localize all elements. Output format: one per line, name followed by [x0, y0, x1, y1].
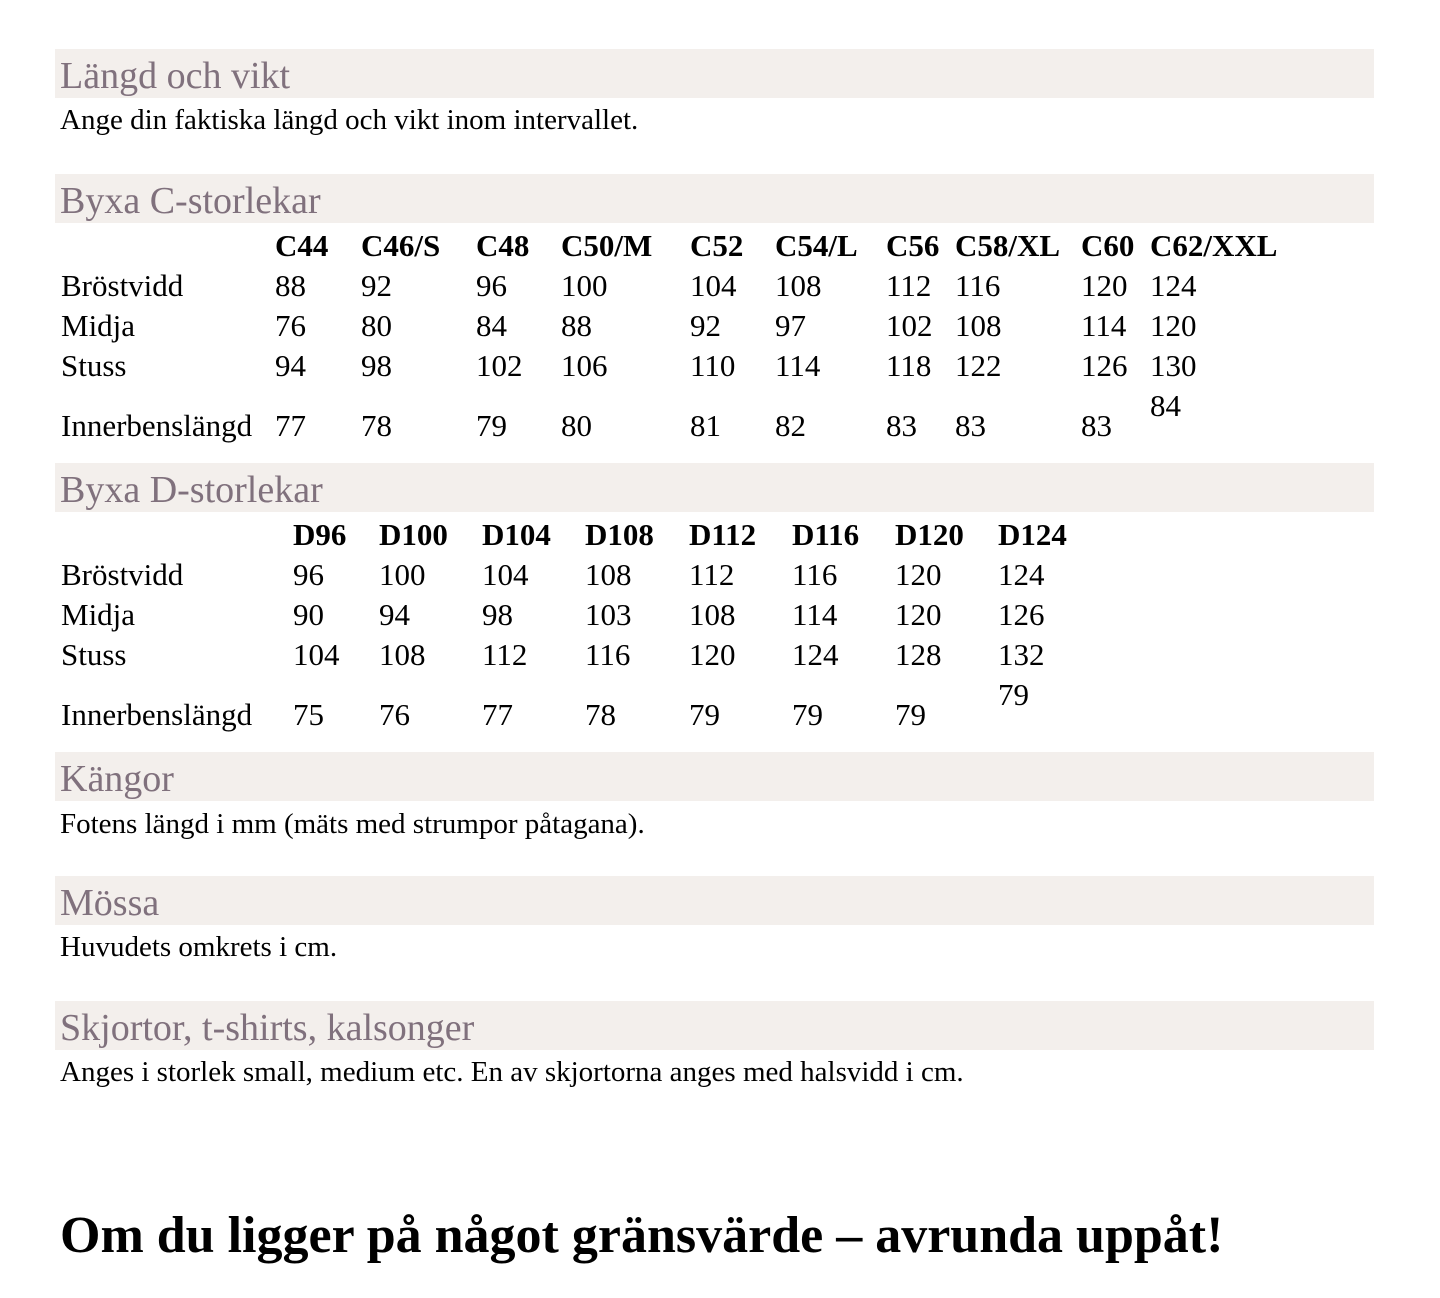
- size-header: D124: [998, 517, 1067, 552]
- table-cell: 79: [998, 677, 1029, 712]
- size-header: C58/XL: [955, 228, 1061, 263]
- table-cell: 108: [689, 597, 736, 632]
- table-cell: 106: [561, 348, 608, 383]
- size-header: D104: [482, 517, 551, 552]
- table-cell: 98: [361, 348, 392, 383]
- size-header: D96: [293, 517, 347, 552]
- table-cell: 120: [689, 637, 736, 672]
- table-cell: 104: [293, 637, 340, 672]
- size-header: C52: [690, 228, 744, 263]
- table-cell: 116: [585, 637, 631, 672]
- table-cell: 124: [792, 637, 839, 672]
- table-cell: 114: [775, 348, 821, 383]
- table-cell: 94: [275, 348, 306, 383]
- size-header: C56: [886, 228, 940, 263]
- section-text-length-weight: Ange din faktiska längd och vikt inom intervallet.: [60, 104, 639, 136]
- row-label: Midja: [61, 597, 136, 632]
- table-cell: 120: [1150, 308, 1197, 343]
- size-header: C60: [1081, 228, 1135, 263]
- table-cell: 79: [476, 408, 507, 443]
- size-header: C54/L: [775, 228, 858, 263]
- table-cell: 126: [998, 597, 1045, 632]
- table-cell: 126: [1081, 348, 1128, 383]
- table-cell: 96: [476, 268, 507, 303]
- table-cell: 80: [361, 308, 392, 343]
- table-cell: 96: [293, 557, 324, 592]
- size-header: D112: [689, 517, 757, 552]
- table-cell: 108: [955, 308, 1002, 343]
- table-cell: 76: [379, 697, 410, 732]
- size-header: D116: [792, 517, 860, 552]
- table-cell: 104: [690, 268, 737, 303]
- table-cell: 108: [775, 268, 822, 303]
- size-header: C46/S: [361, 228, 441, 263]
- table-cell: 98: [482, 597, 513, 632]
- table-cell: 79: [792, 697, 823, 732]
- table-cell: 116: [955, 268, 1001, 303]
- table-cell: 79: [689, 697, 720, 732]
- table-cell: 94: [379, 597, 410, 632]
- size-header: C62/XXL: [1150, 228, 1278, 263]
- section-header-band: [55, 752, 1374, 801]
- table-cell: 112: [689, 557, 735, 592]
- table-cell: 100: [379, 557, 426, 592]
- table-cell: 108: [585, 557, 632, 592]
- table-cell: 76: [275, 308, 306, 343]
- table-cell: 120: [895, 557, 942, 592]
- section-title-length-weight: Längd och vikt: [60, 55, 291, 97]
- table-cell: 118: [886, 348, 932, 383]
- size-header: C44: [275, 228, 329, 263]
- table-cell: 132: [998, 637, 1045, 672]
- table-cell: 80: [561, 408, 592, 443]
- table-cell: 100: [561, 268, 608, 303]
- section-title-boots: Kängor: [60, 758, 174, 800]
- size-header: D120: [895, 517, 964, 552]
- table-cell: 92: [690, 308, 721, 343]
- table-cell: 82: [775, 408, 806, 443]
- table-cell: 114: [792, 597, 838, 632]
- table-cell: 97: [775, 308, 806, 343]
- table-cell: 103: [585, 597, 632, 632]
- table-cell: 75: [293, 697, 324, 732]
- table-cell: 122: [955, 348, 1002, 383]
- section-title-shirts: Skjortor, t-shirts, kalsonger: [60, 1007, 475, 1049]
- size-header: C48: [476, 228, 530, 263]
- table-cell: 78: [585, 697, 616, 732]
- table-cell: 78: [361, 408, 392, 443]
- row-label: Stuss: [61, 348, 127, 383]
- size-header: D100: [379, 517, 448, 552]
- rounding-note: Om du ligger på något gränsvärde – avrunda uppåt!: [60, 1207, 1224, 1264]
- section-text-shirts: Anges i storlek small, medium etc. En av skjortorna anges med halsvidd i cm.: [60, 1056, 964, 1088]
- table-cell: 77: [482, 697, 513, 732]
- row-label: Bröstvidd: [61, 268, 184, 303]
- section-title-hat: Mössa: [60, 882, 160, 924]
- table-cell: 102: [476, 348, 523, 383]
- table-cell: 84: [476, 308, 507, 343]
- table-cell: 120: [895, 597, 942, 632]
- table-cell: 79: [895, 697, 926, 732]
- table-cell: 88: [275, 268, 306, 303]
- table-cell: 81: [690, 408, 721, 443]
- table-cell: 84: [1150, 388, 1181, 423]
- section-title-pants-c: Byxa C-storlekar: [60, 180, 321, 222]
- table-cell: 83: [1081, 408, 1112, 443]
- table-cell: 77: [275, 408, 306, 443]
- table-cell: 112: [482, 637, 528, 672]
- section-text-boots: Fotens längd i mm (mäts med strumpor påtagana).: [60, 808, 645, 840]
- row-label: Innerbenslängd: [61, 697, 253, 732]
- row-label: Stuss: [61, 637, 127, 672]
- table-cell: 128: [895, 637, 942, 672]
- table-cell: 124: [1150, 268, 1197, 303]
- table-cell: 130: [1150, 348, 1197, 383]
- section-title-pants-d: Byxa D-storlekar: [60, 469, 323, 511]
- section-header-band: [55, 876, 1374, 925]
- table-cell: 116: [792, 557, 838, 592]
- table-cell: 108: [379, 637, 426, 672]
- table-cell: 120: [1081, 268, 1128, 303]
- row-label: Innerbenslängd: [61, 408, 253, 443]
- table-cell: 92: [361, 268, 392, 303]
- table-cell: 88: [561, 308, 592, 343]
- table-cell: 90: [293, 597, 324, 632]
- table-cell: 124: [998, 557, 1045, 592]
- row-label: Midja: [61, 308, 136, 343]
- table-cell: 104: [482, 557, 529, 592]
- section-text-hat: Huvudets omkrets i cm.: [60, 931, 338, 963]
- table-cell: 83: [886, 408, 917, 443]
- table-cell: 102: [886, 308, 933, 343]
- table-cell: 112: [886, 268, 932, 303]
- size-header: D108: [585, 517, 654, 552]
- row-label: Bröstvidd: [61, 557, 184, 592]
- size-header: C50/M: [561, 228, 653, 263]
- table-cell: 83: [955, 408, 986, 443]
- table-cell: 110: [690, 348, 736, 383]
- table-cell: 114: [1081, 308, 1127, 343]
